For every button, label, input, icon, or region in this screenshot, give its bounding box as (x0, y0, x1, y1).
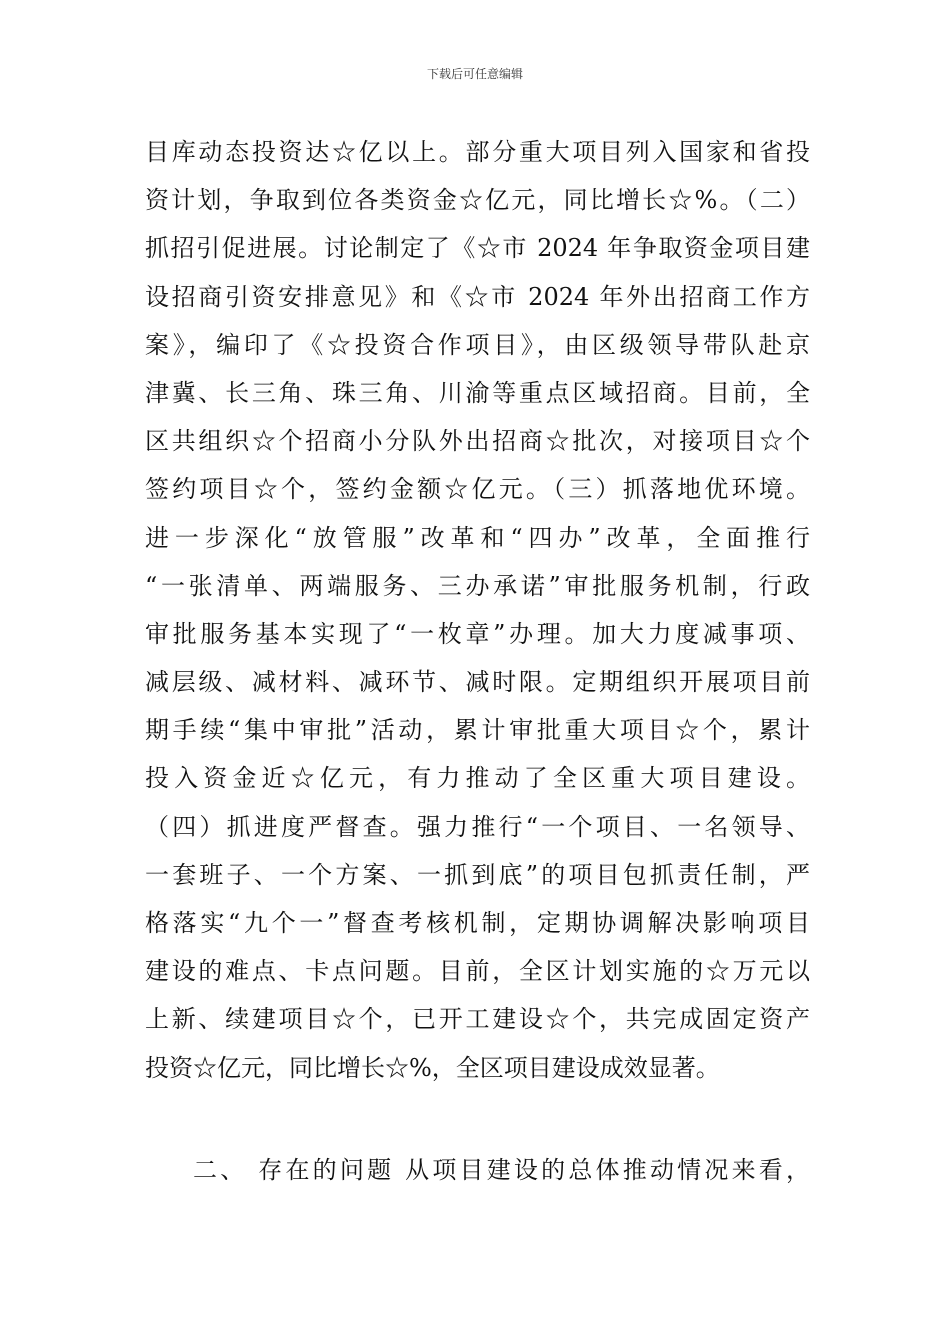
text-line: （四）抓进度严督查。强力推行“一个项目、一名领导、 (145, 812, 810, 841)
text-line: 签约项目☆个，签约金额☆亿元。（三）抓落地优环境。 (145, 475, 810, 504)
text-line: 进一步深化“放管服”改革和“四办”改革，全面推行 (145, 523, 810, 552)
text-line: 投入资金近☆亿元，有力推动了全区重大项目建设。 (145, 764, 810, 793)
text-line: 格落实“九个一”督查考核机制，定期协调解决影响项目 (145, 909, 810, 937)
text-line: 案》，编印了《☆投资合作项目》，由区级领导带队赴京 (145, 330, 810, 359)
text-line: 上新、续建项目☆个，已开工建设☆个，共完成固定资产 (145, 1005, 810, 1034)
text-line: 区共组织☆个招商小分队外出招商☆批次，对接项目☆个 (145, 427, 810, 456)
text-line: 一套班子、一个方案、一抓到底”的项目包抓责任制，严 (145, 860, 810, 889)
body-text (145, 128, 810, 1092)
text-line: 减层级、减材料、减环节、减时限。定期组织开展项目前 (145, 668, 810, 697)
section-heading: 二、 存在的问题 从项目建设的总体推动情况来看， (193, 1156, 810, 1184)
text-line: 设招商引资安排意见》和《☆市 2024 年外出招商工作方 (145, 282, 810, 311)
text-line: 期手续“集中审批”活动，累计审批重大项目☆个，累计 (145, 716, 810, 745)
text-line: “一张清单、两端服务、三办承诺”审批服务机制，行政 (145, 571, 810, 600)
text-line: 抓招引促进展。讨论制定了《☆市 2024 年争取资金项目建 (145, 234, 810, 263)
text-line: 津冀、长三角、珠三角、川渝等重点区域招商。目前，全 (145, 378, 810, 407)
text-line: 资计划，争取到位各类资金☆亿元，同比增长☆%。（二） (145, 186, 810, 215)
text-line: 投资☆亿元，同比增长☆%，全区项目建设成效显著。 (145, 1053, 720, 1082)
page-header: 下载后可任意编辑 (426, 67, 523, 81)
text-line: 建设的难点、卡点问题。目前，全区计划实施的☆万元以 (145, 957, 810, 986)
text-line: 审批服务基本实现了“一枚章”办理。加大力度减事项、 (145, 619, 810, 648)
text-line: 目库动态投资达☆亿以上。部分重大项目列入国家和省投 (145, 138, 810, 166)
